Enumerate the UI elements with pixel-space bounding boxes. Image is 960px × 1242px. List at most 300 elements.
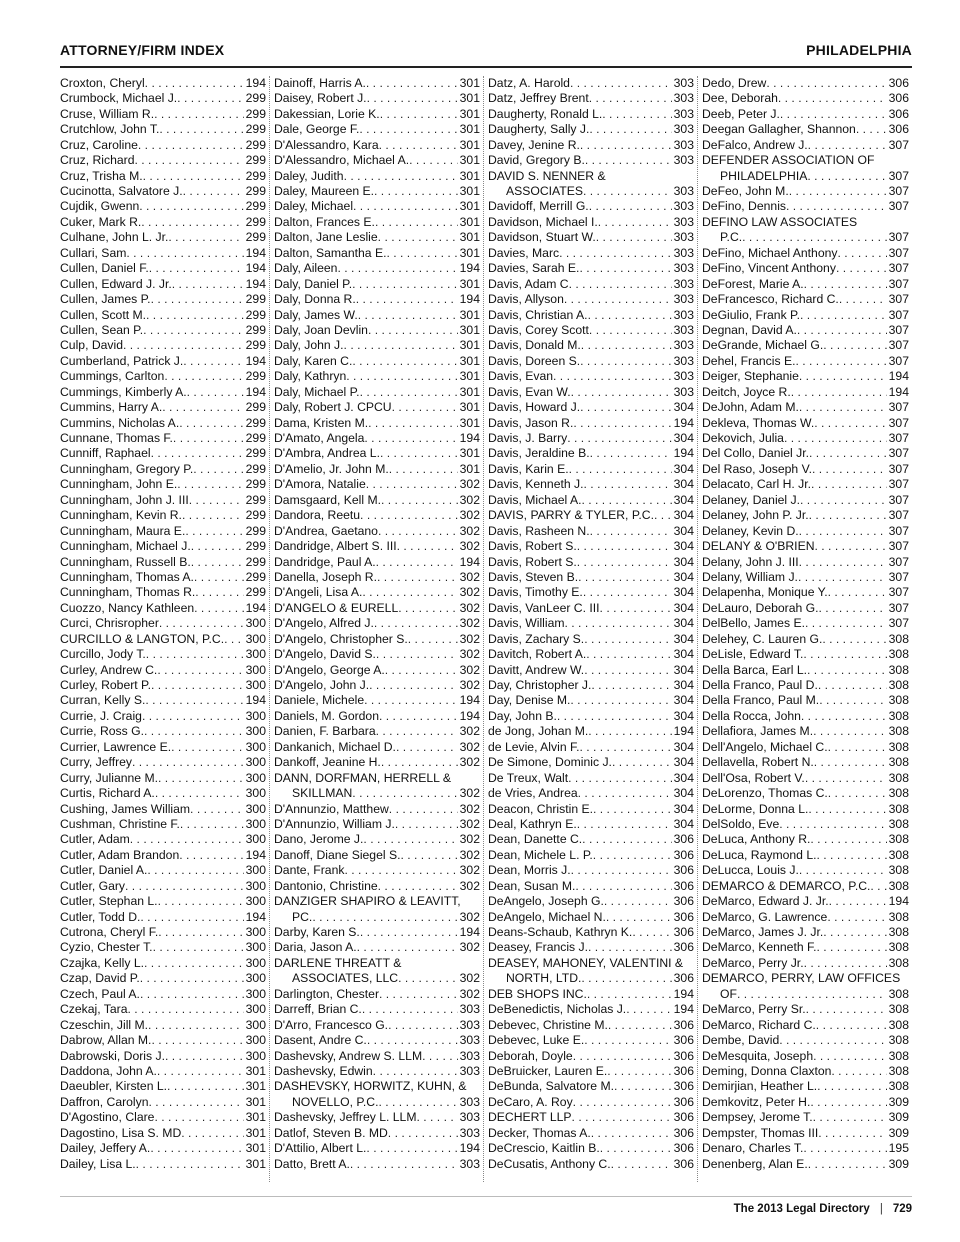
dot-leader [596, 230, 672, 245]
dot-leader [173, 431, 244, 446]
index-entry [274, 447, 480, 462]
entry-name: Daria, Jason A. [274, 940, 357, 955]
dot-leader [823, 925, 886, 940]
entry-name: Daly, Joan Devlin [274, 323, 368, 337]
index-entry [274, 678, 480, 693]
entry-name: DAVID S. NENNER & [488, 168, 606, 183]
entry-page: 308 [888, 1048, 909, 1063]
index-entry [488, 925, 694, 940]
entry-page: 301 [245, 1079, 266, 1094]
footer-separator: | [879, 1203, 883, 1215]
dot-leader [378, 1095, 457, 1110]
entry-name: DeGiulio, Frank P. [702, 307, 800, 322]
entry-name: Dekovich, Julia [702, 431, 784, 446]
entry-name: Dell'Osa, Robert V. [702, 770, 805, 785]
index-entry [702, 477, 909, 492]
dot-leader [360, 925, 458, 940]
index-entry [488, 1095, 694, 1110]
entry-page: 300 [245, 1048, 266, 1063]
index-entry [488, 1157, 694, 1172]
entry-name: DECHERT LLP [488, 1110, 572, 1125]
entry-page: 302 [459, 662, 480, 677]
entry-name: Cullen, Scott M. [60, 307, 147, 322]
footer-rule [60, 1196, 912, 1197]
entry-name: DeBenedictis, Nicholas J. [488, 1002, 627, 1017]
dot-leader [810, 1095, 886, 1110]
dot-leader [584, 632, 671, 647]
index-entry [702, 724, 909, 739]
index-entry [702, 616, 909, 631]
index-entry [488, 477, 694, 492]
entry-name: Cyzio, Chester T. [60, 940, 153, 955]
dot-leader [804, 956, 887, 971]
dot-leader [816, 941, 886, 956]
entry-name: Dashevsky, Jeffrey L. LLM [274, 1110, 417, 1125]
entry-page: 307 [888, 353, 909, 368]
dot-leader [579, 261, 671, 276]
index-entry [274, 215, 480, 230]
entry-page: 307 [888, 400, 909, 415]
entry-page: 194 [673, 415, 694, 430]
index-entry [60, 1095, 266, 1110]
index-entry [60, 832, 266, 847]
dot-leader [376, 647, 458, 662]
index-entry [274, 354, 480, 369]
entry-name: Davis, Robert S. [488, 554, 577, 569]
entry-page: 299 [245, 369, 266, 384]
entry-page: 304 [673, 631, 694, 646]
dot-leader [810, 832, 886, 847]
index-entry [274, 524, 480, 539]
index-entry [702, 941, 909, 956]
entry-page: 194 [673, 1002, 694, 1017]
index-entry [488, 894, 694, 909]
index-entry [488, 493, 694, 508]
index-entry [274, 76, 480, 91]
dot-leader [779, 1033, 886, 1048]
index-entry [60, 694, 266, 709]
entry-page: 307 [888, 492, 909, 507]
dot-leader [380, 447, 458, 462]
index-entry [274, 138, 480, 153]
entry-page: 308 [888, 739, 909, 754]
entry-name: DeMarco, James J. Jr. [702, 925, 824, 940]
dot-leader [813, 1049, 887, 1064]
entry-name: Dalton, Samantha E. [274, 245, 387, 260]
index-entry [702, 169, 909, 184]
index-entry [60, 987, 266, 1002]
dot-leader [369, 678, 458, 693]
dot-leader [817, 1079, 887, 1094]
index-entry [488, 1110, 694, 1125]
entry-name: Cunningham, Thomas R. [60, 585, 196, 600]
dot-leader [143, 169, 244, 184]
dot-leader [344, 169, 458, 184]
dot-leader [779, 817, 886, 832]
index-entry [488, 354, 694, 369]
entry-page: 194 [888, 894, 909, 909]
index-entry [488, 138, 694, 153]
index-entry [60, 308, 266, 323]
index-entry [488, 1002, 694, 1017]
dot-leader [396, 740, 458, 755]
entry-page: 299 [245, 477, 266, 492]
index-entry [702, 76, 909, 91]
entry-name: Davis, Jason R. [488, 415, 574, 430]
entry-page: 300 [245, 770, 266, 785]
entry-name: Dailey, Jeffery A. [60, 1141, 151, 1156]
entry-name: Denenberg, Alan E. [702, 1156, 808, 1171]
dot-leader [158, 771, 244, 786]
entry-name: David, Gregory B. [488, 153, 585, 168]
entry-name: Daly, Kathryn [274, 369, 347, 384]
index-entry [702, 802, 909, 817]
dot-leader [151, 1033, 243, 1048]
entry-page: 302 [459, 492, 480, 507]
dot-leader [608, 1018, 672, 1033]
dot-leader [381, 493, 458, 508]
index-entry [60, 354, 266, 369]
index-entry [60, 91, 266, 106]
entry-page: 302 [459, 508, 480, 523]
index-entry [60, 477, 266, 492]
entry-page: 304 [673, 461, 694, 476]
entry-page: 194 [459, 1141, 480, 1156]
index-entry [274, 1049, 480, 1064]
entry-name: Cutler, Daniel A. [60, 863, 148, 878]
entry-name: D'Alessandro, Kara [274, 137, 379, 152]
entry-page: 194 [459, 261, 480, 276]
entry-name: Davies, Marc [488, 245, 560, 260]
index-entry [60, 261, 266, 276]
entry-name: DeMarco, Perry Jr. [702, 955, 804, 970]
dot-leader [568, 771, 672, 786]
dot-leader [155, 786, 244, 801]
index-entry [274, 1064, 480, 1079]
dot-leader [130, 832, 244, 847]
dot-leader [138, 138, 244, 153]
index-entry [60, 570, 266, 585]
index-entry [702, 416, 909, 431]
entry-page: 299 [245, 199, 266, 214]
entry-name: Day, John B. [488, 708, 557, 723]
index-entry [488, 246, 694, 261]
entry-page: 304 [673, 508, 694, 523]
dot-leader [598, 215, 672, 230]
entry-page: 299 [245, 539, 266, 554]
entry-page: 306 [673, 1156, 694, 1171]
entry-name: DEMARCO, PERRY, LAW OFFICES [702, 971, 901, 986]
entry-name: Danien, F. Barbara [274, 724, 376, 739]
entry-name: Delaney, Daniel J. [702, 492, 800, 507]
index-entry [702, 632, 909, 647]
dot-leader [363, 832, 457, 847]
entry-name: Cullen, James P. [60, 292, 151, 307]
dot-leader [362, 585, 457, 600]
index-entry [274, 462, 480, 477]
index-entry [60, 169, 266, 184]
entry-name: Dean, Susan M. [488, 878, 576, 893]
entry-name: DeLorenzo, Thomas C. [702, 786, 828, 801]
entry-name: DeMarco, Edward J. Jr. [702, 894, 829, 909]
dot-leader [154, 107, 244, 122]
dot-leader [813, 724, 887, 739]
entry-name: Dashevsky, Andrew S. LLM [274, 1048, 423, 1063]
index-entry [274, 910, 480, 925]
index-entry [60, 1033, 266, 1048]
entry-page: 300 [245, 801, 266, 816]
index-entry [60, 462, 266, 477]
index-entry [60, 369, 266, 384]
entry-page: 302 [459, 832, 480, 847]
index-entry [274, 894, 480, 909]
index-entry [60, 647, 266, 662]
dot-leader [378, 879, 458, 894]
entry-name: Cunniff, Raphael [60, 446, 151, 461]
dot-leader [807, 663, 887, 678]
entry-name: Cutler, Stephan L. [60, 894, 158, 909]
index-entry [702, 200, 909, 215]
index-entry [488, 1126, 694, 1141]
entry-page: 299 [245, 184, 266, 199]
entry-name: Day, Denise M. [488, 693, 571, 708]
index-entry [702, 786, 909, 801]
entry-page: 301 [245, 1110, 266, 1125]
dot-leader [817, 848, 887, 863]
entry-page: 308 [888, 863, 909, 878]
index-entry [488, 91, 694, 106]
entry-page: 306 [673, 1064, 694, 1078]
dot-leader [591, 678, 671, 693]
page-footer [734, 1201, 912, 1217]
dot-leader [572, 1110, 672, 1125]
entry-name: Cunningham, John E. [60, 477, 178, 492]
index-entry [60, 817, 266, 832]
entry-name: Cullen, Daniel F. [60, 261, 149, 276]
index-entry [274, 601, 480, 616]
entry-page: 307 [888, 446, 909, 461]
index-entry [274, 308, 480, 323]
index-entry [488, 694, 694, 709]
index-entry [488, 817, 694, 832]
index-entry [60, 740, 266, 755]
entry-page: 307 [888, 199, 909, 214]
dot-leader [157, 1064, 244, 1079]
dot-leader [191, 555, 244, 570]
entry-name: Daniele, Michele [274, 693, 365, 708]
entry-page: 303 [673, 338, 694, 353]
entry-page: 194 [245, 847, 266, 862]
index-entry [274, 663, 480, 678]
entry-page: 301 [459, 214, 480, 229]
index-entry [60, 863, 266, 878]
index-entry [60, 1018, 266, 1033]
entry-name: Dale, George F. [274, 122, 360, 137]
entry-name: Czeschin, Jill M. [60, 1017, 149, 1032]
entry-name: Dekleva, Thomas W. [702, 415, 815, 430]
entry-name: Cummins, Harry A. [60, 400, 163, 415]
dot-leader [580, 400, 672, 415]
entry-name: Dama, Kristen M. [274, 415, 369, 430]
entry-page: 301 [245, 1141, 266, 1156]
entry-page: 306 [673, 1048, 694, 1063]
entry-name: Dabrowski, Doris J. [60, 1048, 165, 1063]
index-entry [274, 848, 480, 863]
entry-name: Davis, Donald M. [488, 338, 581, 353]
dot-leader [147, 863, 243, 878]
index-entry [274, 555, 480, 570]
entry-page: 303 [673, 91, 694, 106]
entry-page: 301 [459, 400, 480, 415]
entry-page: 309 [888, 1094, 909, 1109]
dot-leader [142, 709, 244, 724]
dot-leader [398, 601, 457, 616]
dot-leader [799, 524, 887, 539]
entry-page: 304 [673, 570, 694, 584]
index-entry [488, 338, 694, 353]
entry-page: 194 [245, 76, 266, 90]
dot-leader [158, 894, 244, 909]
entry-name: D'Amelio, Jr. John M. [274, 461, 389, 476]
entry-name: Datz, Jeffrey Brent [488, 91, 589, 106]
entry-page: 300 [245, 647, 266, 662]
entry-name: Daly, Michael P. [274, 384, 360, 399]
dot-leader [159, 616, 244, 631]
index-entry [274, 400, 480, 415]
index-entry [274, 153, 480, 168]
dot-leader [158, 925, 243, 940]
index-entry [60, 1064, 266, 1079]
entry-name: Datlof, Steven B. MD [274, 1125, 388, 1140]
entry-name: DeLucca, Louis J. [702, 863, 799, 878]
dot-leader [194, 601, 244, 616]
publication-name: The 2013 Legal Directory [733, 1203, 870, 1215]
dot-leader [564, 292, 672, 307]
dot-leader [388, 1126, 458, 1141]
dot-leader [409, 153, 458, 168]
index-entry [274, 292, 480, 307]
dot-leader [808, 138, 887, 153]
entry-name: Daugherty, Ronald L. [488, 106, 603, 121]
index-entry [488, 555, 694, 570]
dot-leader [157, 663, 243, 678]
entry-page: 308 [888, 1002, 909, 1017]
entry-name: Cunningham, Gregory P. [60, 461, 194, 476]
entry-page: 304 [673, 786, 694, 801]
entry-page: 301 [459, 369, 480, 384]
entry-name: Czech, Paul A. [60, 986, 140, 1001]
index-entry [702, 184, 909, 199]
dot-leader [368, 323, 458, 338]
dot-leader [626, 1002, 671, 1017]
entry-name: Deitch, Joyce R. [702, 384, 791, 399]
entry-name: DeLisle, Edward T. [702, 647, 804, 662]
entry-name: Davis, J. Barry [488, 431, 568, 446]
entry-name: Cruz, Trisha M. [60, 168, 143, 183]
index-entry [702, 1126, 909, 1141]
entry-page: 194 [245, 353, 266, 368]
entry-page: 308 [888, 647, 909, 662]
entry-name: Deeb, Peter J. [702, 106, 780, 121]
entry-name: Daisey, Robert J. [274, 91, 367, 106]
entry-page: 194 [459, 708, 480, 723]
entry-name: Della Franco, Paul D. [702, 678, 818, 693]
entry-name: Crutchlow, John T. [60, 122, 160, 137]
entry-page: 300 [245, 940, 266, 955]
entry-name: Davis, Evan [488, 369, 554, 384]
entry-name: de Jong, Johan M. [488, 724, 589, 739]
dot-leader [870, 879, 886, 894]
entry-page: 300 [245, 986, 266, 1001]
dot-leader [799, 555, 887, 570]
dot-leader [571, 385, 672, 400]
entry-name: Dandridge, Albert S. III [274, 539, 397, 554]
index-entry [702, 230, 909, 245]
entry-name: Daly, Robert J. CPCU [274, 400, 392, 415]
entry-page: 299 [245, 446, 266, 461]
entry-name: Daley, Maureen E. [274, 184, 375, 199]
entry-name: DeMarco, G. Lawrence [702, 909, 828, 924]
dot-leader [366, 477, 458, 492]
index-entry [60, 508, 266, 523]
index-entry [488, 1141, 694, 1156]
dot-leader [569, 462, 672, 477]
dot-leader [808, 802, 886, 817]
entry-page: 307 [888, 292, 909, 307]
entry-page: 302 [459, 878, 480, 893]
dot-leader [374, 184, 458, 199]
entry-name: Damsgaard, Kell M. [274, 492, 382, 507]
dot-leader [784, 431, 887, 446]
index-entry [60, 230, 266, 245]
index-entry [274, 1018, 480, 1033]
entry-page: 299 [245, 585, 266, 600]
entry-name: D'ANGELO & EURELL [274, 600, 399, 615]
entry-name: Davis, Kenneth J. [488, 477, 584, 492]
entry-name: DEFINO LAW ASSOCIATES [702, 214, 858, 229]
dot-leader [154, 1110, 243, 1125]
entry-name: Culhane, John L. Jr. [60, 230, 169, 245]
entry-page: 306 [673, 1033, 694, 1048]
entry-name: D'Amora, Natalie [274, 477, 366, 492]
entry-page: 194 [459, 925, 480, 940]
dot-leader [766, 76, 886, 91]
dot-leader [312, 910, 457, 925]
entry-page: 307 [888, 508, 909, 523]
index-entry [488, 1064, 694, 1079]
dot-leader [146, 308, 244, 323]
index-entry [488, 956, 694, 971]
entry-name: Davis, Michael A. [488, 492, 582, 507]
entry-page: 308 [888, 708, 909, 723]
entry-page: 308 [888, 631, 909, 646]
index-entry [702, 971, 909, 986]
entry-page: 302 [459, 847, 480, 862]
entry-page: 304 [673, 492, 694, 507]
entry-name: de Levie, Alvin F. [488, 739, 580, 754]
entry-page: 306 [673, 1017, 694, 1032]
entry-name: P.C. [720, 230, 743, 245]
entry-page: 306 [673, 1110, 694, 1125]
dot-leader [579, 740, 671, 755]
dot-leader [582, 832, 671, 847]
entry-name: Dagostino, Lisa S. MD [60, 1125, 182, 1140]
entry-name: Daley, Judith [274, 168, 344, 183]
entry-page: 301 [459, 122, 480, 137]
entry-name: Dano, Jerome J. [274, 832, 364, 847]
entry-name: Cummings, Carlton [60, 369, 165, 384]
index-entry [60, 555, 266, 570]
